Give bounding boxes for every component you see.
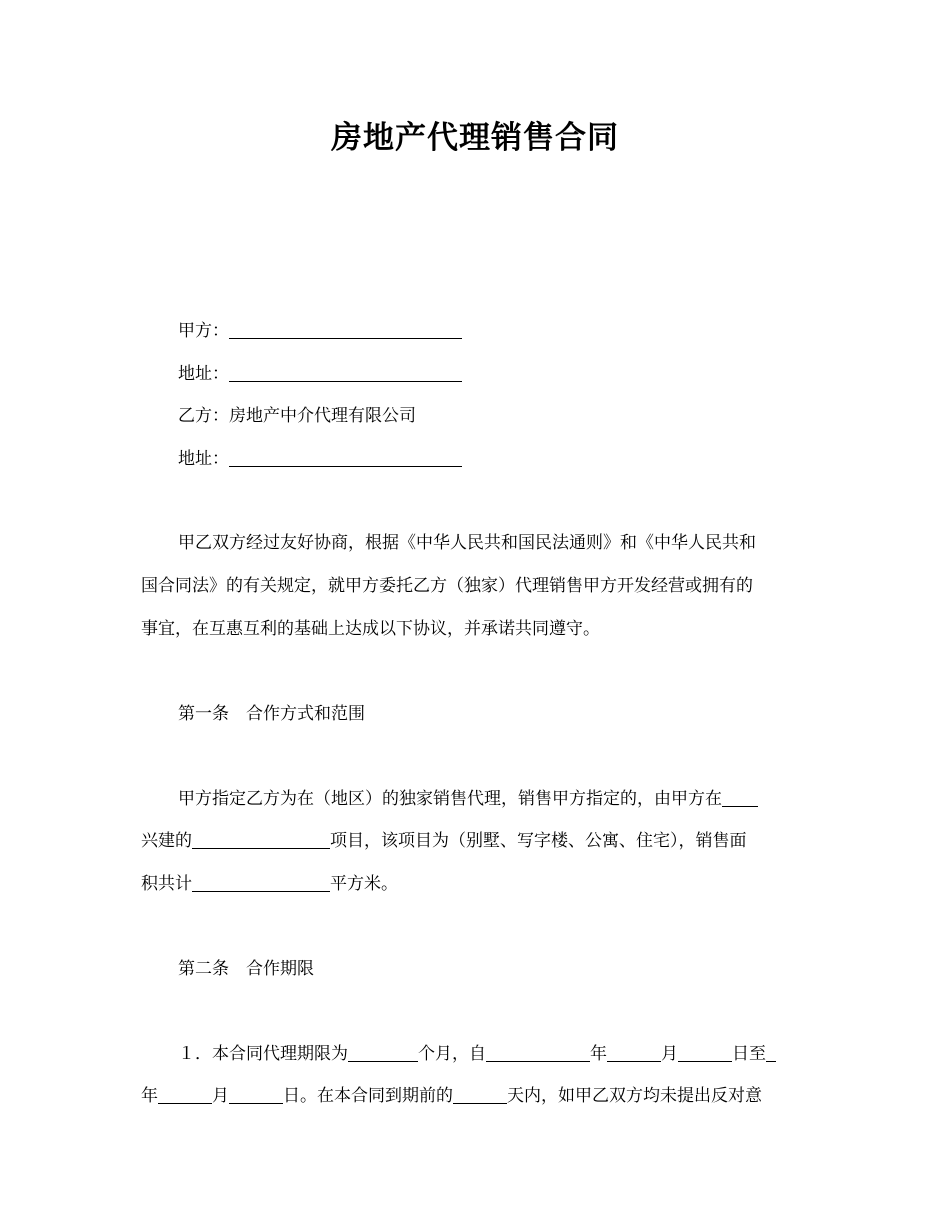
clause-text: 月 xyxy=(661,1044,678,1064)
months-blank xyxy=(348,1044,418,1062)
clause-1-line-2 xyxy=(141,1085,762,1107)
article-1-line-3 xyxy=(141,873,398,895)
clause-text: 日至 xyxy=(732,1044,766,1064)
clause-text: 月 xyxy=(212,1086,229,1106)
preamble-line-3: 事宜，在互惠互利的基础上达成以下协议，并承诺共同遵守。 xyxy=(141,619,600,639)
article-1-line-1 xyxy=(178,788,758,810)
project-name-blank xyxy=(192,831,330,849)
area-blank xyxy=(192,874,330,892)
address-a-blank xyxy=(229,364,462,382)
article-1-line-2 xyxy=(141,830,747,852)
address-a-line xyxy=(178,363,462,385)
address-b-label: 地址： xyxy=(178,449,229,469)
clause-text: 年 xyxy=(141,1086,158,1106)
preamble-line-2: 国合同法》的有关规定，就甲方委托乙方（独家）代理销售甲方开发经营或拥有的 xyxy=(141,576,753,596)
location-blank xyxy=(722,789,758,807)
address-a-label: 地址： xyxy=(178,364,229,384)
article-1-text: 兴建的 xyxy=(141,831,192,851)
article-2-heading: 第二条 合作期限 xyxy=(178,959,314,979)
start-month-blank xyxy=(607,1044,661,1062)
start-year-blank xyxy=(486,1044,590,1062)
party-b-label: 乙方： xyxy=(178,406,229,426)
address-b-blank xyxy=(229,449,462,467)
party-a-label: 甲方： xyxy=(178,321,229,341)
party-a-line xyxy=(178,320,462,342)
party-b-line xyxy=(178,405,416,427)
article-1-text: 平方米。 xyxy=(330,874,398,894)
end-day-blank xyxy=(229,1086,283,1104)
clause-text: 天内，如甲乙双方均未提出反对意 xyxy=(507,1086,762,1106)
clause-1-line-1 xyxy=(178,1043,776,1065)
party-b-name: 房地产中介代理有限公司 xyxy=(229,406,416,426)
end-year-blank xyxy=(766,1044,776,1062)
days-blank xyxy=(453,1086,507,1104)
clause-text: １．本合同代理期限为 xyxy=(178,1044,348,1064)
article-1-text: 甲方指定乙方为在（地区）的独家销售代理，销售甲方指定的，由甲方在 xyxy=(178,789,722,809)
end-month-blank xyxy=(158,1086,212,1104)
start-day-blank xyxy=(678,1044,732,1062)
clause-text: 个月，自 xyxy=(418,1044,486,1064)
address-b-line xyxy=(178,448,462,470)
party-a-blank xyxy=(229,321,462,339)
preamble-line-1: 甲乙双方经过友好协商，根据《中华人民共和国民法通则》和《中华人民共和 xyxy=(178,533,756,553)
article-1-heading: 第一条 合作方式和范围 xyxy=(178,704,365,724)
article-1-text: 项目，该项目为（别墅、写字楼、公寓、住宅），销售面 xyxy=(330,831,747,851)
clause-text: 日。在本合同到期前的 xyxy=(283,1086,453,1106)
clause-text: 年 xyxy=(590,1044,607,1064)
document-title: 房地产代理销售合同 xyxy=(331,120,619,156)
article-1-text: 积共计 xyxy=(141,874,192,894)
